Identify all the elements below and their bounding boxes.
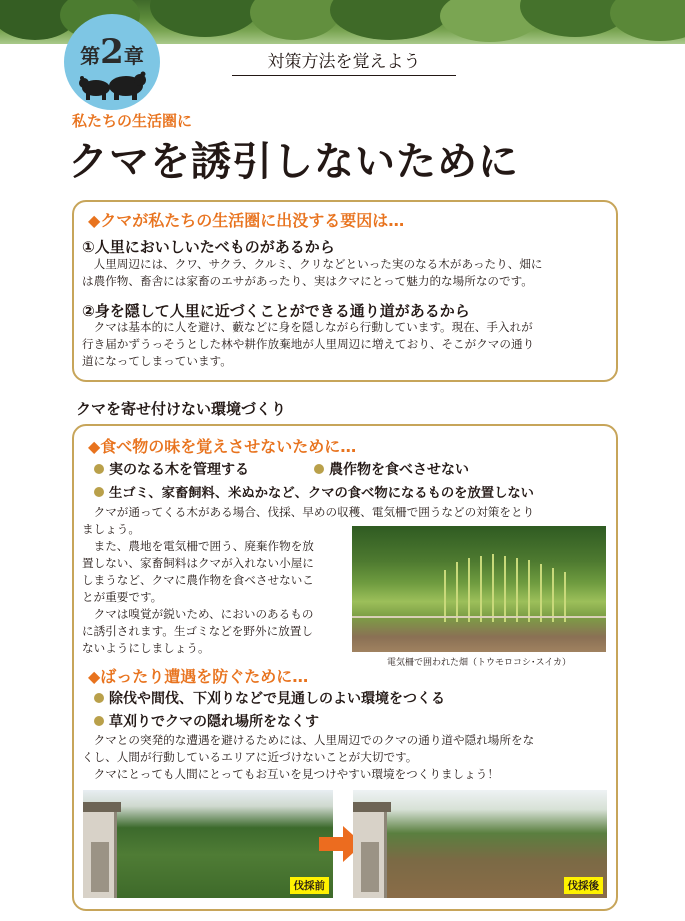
cause-2-title: ②身を隠して人里に近づくことができる通り道があるから bbox=[82, 302, 470, 320]
section-heading: クマを寄せ付けない環境づくり bbox=[76, 400, 287, 418]
bullet-protect-crops: 農作物を食べさせない bbox=[314, 459, 469, 479]
food-heading: ◆食べ物の味を覚えさせないために… bbox=[88, 437, 357, 456]
bullet-dot-icon bbox=[94, 487, 104, 497]
chapter-badge bbox=[64, 14, 160, 110]
bullet-dot-icon bbox=[94, 693, 104, 703]
bullet-dot-icon bbox=[94, 716, 104, 726]
after-label: 伐採後 bbox=[564, 877, 604, 894]
bullet-thinning: 除伐や間伐、下刈りなどで見通しのよい環境をつくる bbox=[94, 688, 445, 708]
electric-fence-field-photo bbox=[352, 526, 606, 652]
food-paragraph-2: また、農地を電気柵で囲う、廃棄作物を放 置しない、家畜飼料はクマが入れない小屋に しまうなど、クマに農作物を食べさせないこ とが重要です。 クマは嗅覚が鋭いため、においのあるもの に誘引されます。生ゴミなどを野外に放置し ないようにしましょう。 bbox=[82, 539, 314, 655]
cause-1-text: 人里周辺には、クワ、サクラ、クルミ、クリなどといった実のなる木があったり、畑に は農作物、畜舎には家畜のエサがあったり、実はクマにとって魅力的な場所なのです。 bbox=[82, 257, 543, 288]
cause-2-text: クマは基本的に人を避け、藪などに身を隠しながら行動しています。現在、手入れが 行き届かずうっそうとした林や耕作放棄地が人里周辺に増えており、そこがクマの通り 道になってしまっています。 bbox=[82, 320, 535, 368]
food-paragraph-1: クマが通ってくる木がある場合、伐採、早めの収穫、電気柵で囲うなどの対策をとり ましょう。 bbox=[82, 505, 535, 536]
causes-heading: ◆クマが私たちの生活圏に出没する要因は… bbox=[88, 211, 405, 230]
chapter-title: 対策方法を覚えよう bbox=[232, 52, 456, 76]
encounter-paragraph: クマとの突発的な遭遇を避けるためには、人里周辺でのクマの通り道や隠れ場所をな くし、人間が行動しているエリアに近づけないことが大切です。 クマにとっても人間にとってもお互いを見つけやすい環境をつくりましょう！ bbox=[82, 733, 535, 781]
bullet-dot-icon bbox=[314, 464, 324, 474]
photo-caption: 電気柵で囲われた畑（トウモロコシ･スイカ） bbox=[386, 658, 572, 668]
cause-1-title: ①人里においしいたべものがあるから bbox=[82, 238, 335, 256]
bullet-mowing: 草刈りでクマの隠れ場所をなくす bbox=[94, 711, 319, 731]
after-logging-photo bbox=[353, 790, 607, 898]
shed-illustration bbox=[353, 802, 387, 898]
chapter-number: 第2章 bbox=[80, 32, 144, 72]
encounter-heading: ◆ばったり遭遇を防ぐために… bbox=[88, 667, 309, 686]
page-title: クマを誘引しないために bbox=[68, 139, 519, 185]
bullet-dot-icon bbox=[94, 464, 104, 474]
bullet-no-food-waste: 生ゴミ、家畜飼料、米ぬかなど、クマの食べ物になるものを放置しない bbox=[94, 482, 534, 501]
bears-icon bbox=[76, 70, 148, 100]
bullet-manage-trees: 実のなる木を管理する bbox=[94, 459, 249, 479]
before-logging-photo bbox=[83, 790, 333, 898]
before-label: 伐採前 bbox=[290, 877, 330, 894]
shed-illustration bbox=[83, 802, 117, 898]
page-subtitle: 私たちの生活圏に bbox=[72, 112, 193, 130]
